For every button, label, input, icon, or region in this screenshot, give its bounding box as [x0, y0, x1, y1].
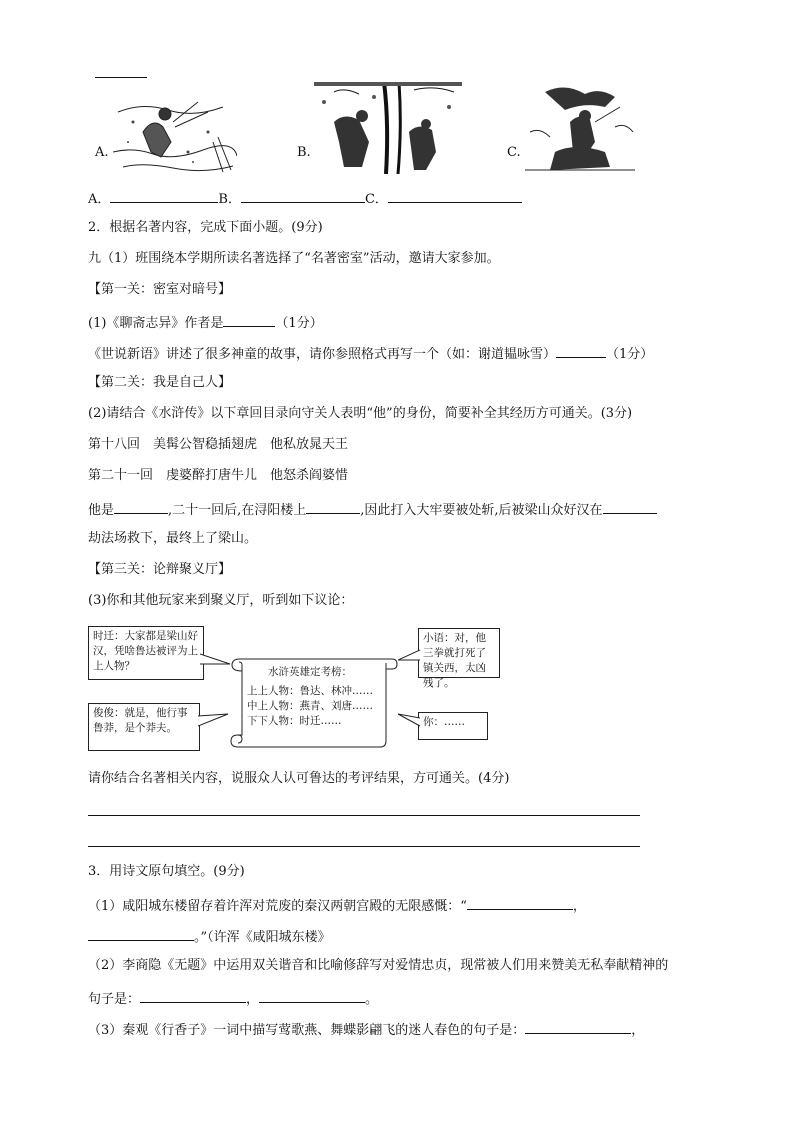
fill-text-2: ,二十一回后,在浔阳楼上 [168, 503, 307, 518]
fill-text-1: 他是 [88, 503, 115, 518]
level2-fill [88, 499, 657, 520]
answer-a-label: A． [88, 192, 111, 207]
chapter-21: 第二十一回 虔婆醉打唐牛儿 他怒杀阎婆惜 [88, 468, 349, 483]
level1-heading: 【第一关：密室对暗号】 [88, 282, 232, 297]
level1-item2 [88, 343, 653, 364]
top-rule [95, 77, 147, 78]
level3-heading: 【第三关：论辩聚义厅】 [88, 562, 232, 577]
bubble-shiqian: 时迁：大家都是梁山好汉，凭啥鲁达被评为上上人物？ [88, 626, 204, 680]
q2-intro: 九（1）班围绕本学期所读名著选择了“名著密室”活动，邀请大家参加。 [88, 251, 500, 266]
place-blank[interactable] [603, 499, 657, 514]
author-blank[interactable] [223, 312, 275, 327]
poem2-blank-1[interactable] [140, 988, 246, 1003]
bubble-tail-junjun [198, 712, 230, 730]
chapter-18: 第十八回 美髯公智稳插翅虎 他私放晁天王 [88, 437, 349, 452]
bubble-xiaoyu: 小语：对，他三拳就打死了镇关西，太凶残了。 [418, 628, 500, 678]
q3-item1-source: 。”（许浑《咸阳城东楼》 [194, 930, 331, 945]
scroll-line-1: 上上人物：鲁达、林冲…… [247, 685, 373, 697]
identity-blank[interactable] [114, 499, 168, 514]
level1-item2-score: （1分） [606, 347, 654, 362]
q1-answer-row [88, 188, 522, 209]
illustration-b [314, 82, 462, 174]
q3-item2-cont [88, 988, 378, 1009]
level2-item: (2)请结合《水浒传》以下章回目录向守关人表明“他”的身份，简要补全其经历方可通关。(3分) [88, 406, 633, 421]
answer-b-blank[interactable] [241, 188, 365, 203]
answer-a-blank[interactable] [110, 188, 218, 203]
level1-item2-text: 《世说新语》讲述了很多神童的故事，请你参照格式再写一个（如：谢道韫咏雪） [88, 347, 557, 362]
level1-item1-score: （1分） [275, 316, 323, 331]
level2-heading: 【第二关：我是自己人】 [88, 375, 232, 390]
bubble-tail-xiaoyu [398, 648, 420, 666]
q3-item2-comma: ， [246, 992, 260, 1007]
poem1-blank-1[interactable] [467, 895, 573, 910]
scroll-line-3: 下下人物：时迁…… [247, 715, 342, 727]
q3-item1-comma: ， [572, 899, 586, 914]
answer-line-1[interactable] [88, 815, 640, 816]
illustration-a [113, 82, 237, 174]
scroll-line-2: 中上人物：燕青、刘唐…… [247, 700, 373, 712]
q3-item2-label: 句子是： [88, 992, 141, 1007]
q3-title: 3．用诗文原句填空。(9分) [88, 864, 245, 879]
option-b-letter: B. [297, 145, 311, 160]
level1-item1-text: (1)《聊斋志异》作者是 [88, 316, 224, 331]
q3-item3-comma: ， [631, 1023, 645, 1038]
q3-item2: （2）李商隐《无题》中运用双关谐音和比喻修辞写对爱情忠贞，现常被人们用来赞美无私奉献精神的 [88, 958, 669, 973]
level2-fill-end: 劫法场救下，最终上了梁山。 [88, 531, 258, 546]
level1-item1 [88, 312, 323, 333]
q3-item3 [88, 1019, 644, 1040]
option-a-letter: A. [95, 145, 109, 160]
q2-title: 2．根据名著内容，完成下面小题。(9分) [88, 220, 323, 235]
bubble-junjun: 俊俊：就是，他行事鲁莽，是个莽夫。 [88, 703, 200, 751]
answer-b-label: B． [218, 192, 241, 207]
prodigy-blank[interactable] [556, 343, 606, 358]
fill-text-3: ,因此打入大牢要被处斩,后被梁山众好汉在 [360, 503, 603, 518]
q3-item3-text: （3）秦观《行香子》一词中描写莺歌燕、舞蝶影翩飞的迷人春色的句子是： [88, 1023, 526, 1038]
answer-c-label: C． [364, 192, 388, 207]
option-c-letter: C. [507, 145, 521, 160]
level3-item: (3)你和其他玩家来到聚义厅，听到如下议论： [88, 593, 354, 608]
bubble-tail-you [398, 712, 420, 730]
q3-item1-text: （1）咸阳城东楼留存着许浑对荒废的秦汉两朝宫殿的无限感慨：“ [88, 899, 467, 914]
q3-item1 [88, 895, 586, 916]
q3-item1-cont [88, 926, 331, 947]
q3-item2-period: 。 [365, 992, 379, 1007]
level3-task: 请你结合名著相关内容，说服众人认可鲁达的考评结果，方可通关。(4分) [88, 771, 510, 786]
answer-line-2[interactable] [88, 846, 640, 847]
scroll-title: 水浒英雄定考榜： [268, 666, 352, 678]
poem2-blank-2[interactable] [259, 988, 365, 1003]
bubble-you: 你：…… [418, 712, 488, 740]
illustration-c [525, 82, 635, 174]
poem1-blank-2[interactable] [88, 926, 194, 941]
answer-c-blank[interactable] [388, 188, 522, 203]
deed-blank[interactable] [306, 499, 360, 514]
poem3-blank-1[interactable] [525, 1019, 631, 1034]
